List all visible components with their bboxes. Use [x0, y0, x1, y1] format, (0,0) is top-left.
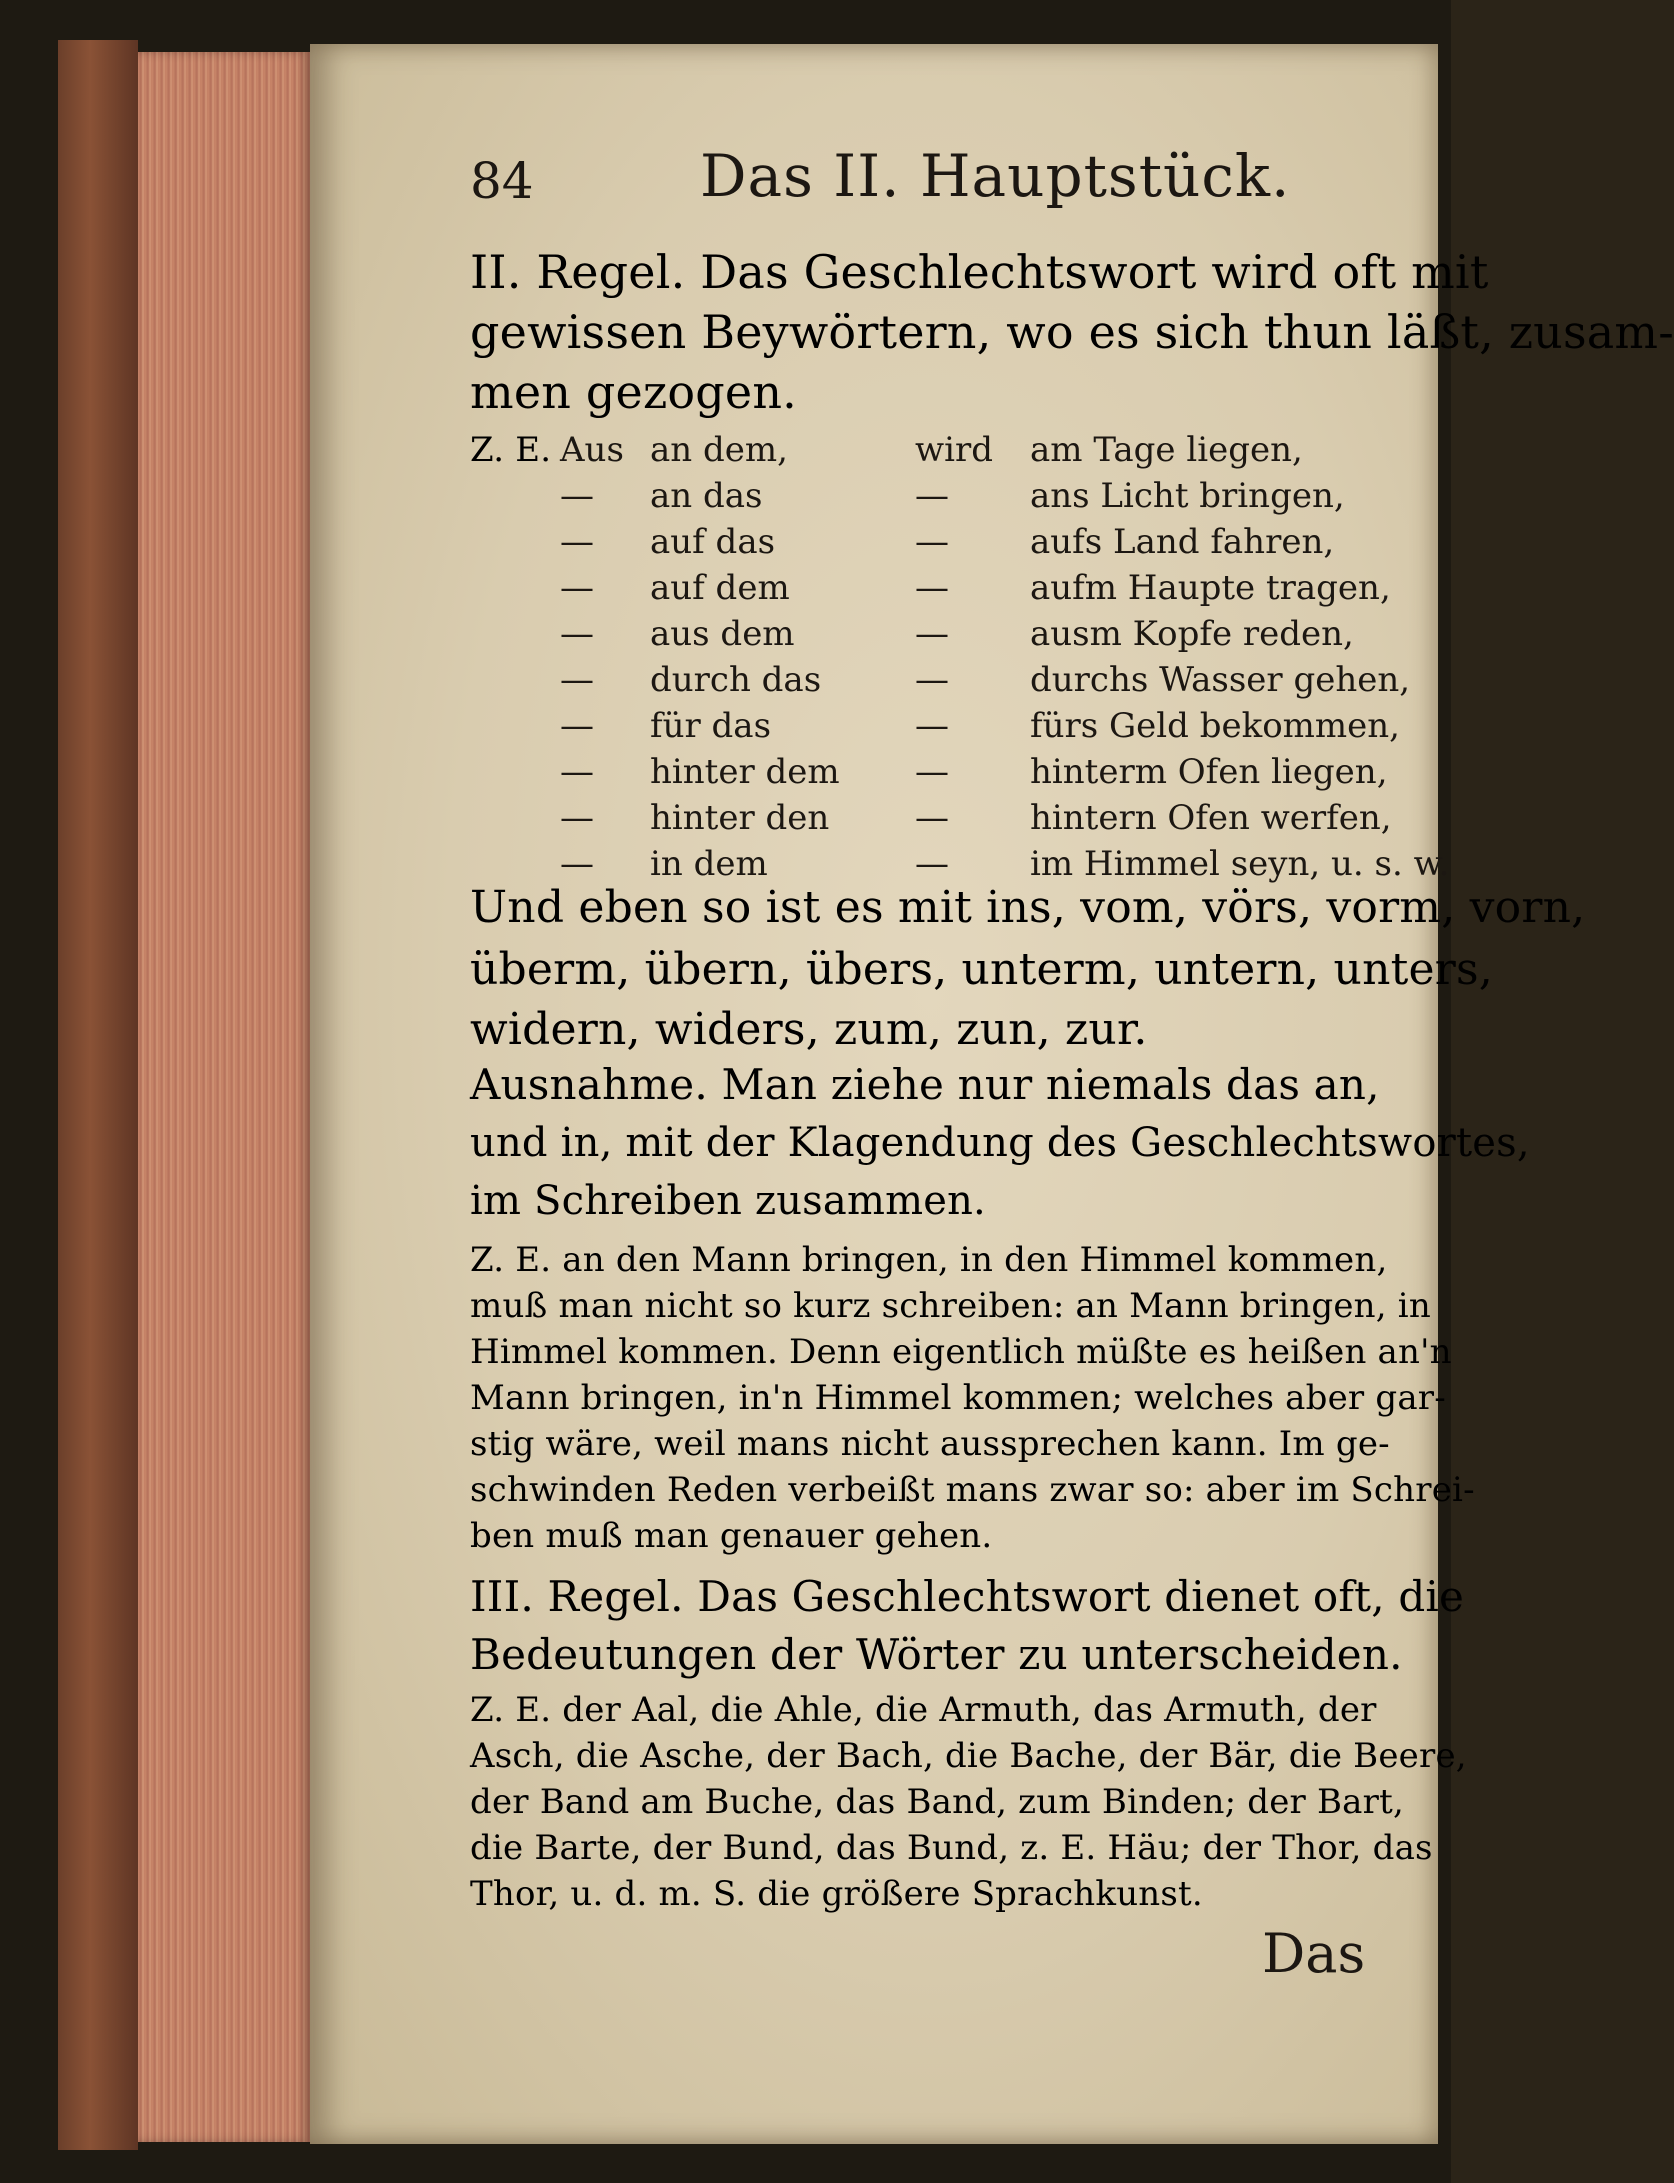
page-fore-edge [138, 52, 310, 2142]
rule3-line-1: III. Regel. Das Geschlechtswort dienet oft, die [470, 1572, 1465, 1621]
row-col4: ausm Kopfe reden, [1030, 614, 1354, 654]
rule2-line-3: men gezogen. [470, 365, 798, 419]
row-col3: — [915, 844, 949, 884]
row-col3: — [915, 522, 949, 562]
example3-line-5: Thor, u. d. m. S. die größere Sprachkunst. [470, 1874, 1203, 1914]
example2-line-3: Himmel kommen. Denn eigentlich müßte es heißen an'n [470, 1332, 1452, 1372]
row-col2: auf dem [650, 568, 790, 608]
example2-line-2: muß man nicht so kurz schreiben: an Mann bringen, in [470, 1286, 1431, 1326]
und-eben-line-2: überm, übern, übers, unterm, untern, unters, [470, 944, 1493, 995]
row-col4: aufm Haupte tragen, [1030, 568, 1391, 608]
row-col4: ans Licht bringen, [1030, 476, 1345, 516]
rule2-line-2: gewissen Beywörtern, wo es sich thun läßt, zusam- [470, 305, 1674, 359]
row-col1: — [560, 798, 594, 838]
book-cover-edge [58, 40, 138, 2150]
row-col4: fürs Geld bekommen, [1030, 706, 1400, 746]
example3-line-1: Z. E. der Aal, die Ahle, die Armuth, das Armuth, der [470, 1690, 1377, 1730]
ausnahme-line-3: im Schreiben zusammen. [470, 1178, 986, 1224]
example2-line-4: Mann bringen, in'n Himmel kommen; welches aber gar- [470, 1378, 1446, 1418]
example3-line-4: die Barte, der Bund, das Bund, z. E. Häu; der Thor, das [470, 1828, 1433, 1868]
example2-line-7: ben muß man genauer gehen. [470, 1516, 993, 1556]
row-col2: in dem [650, 844, 768, 884]
row-col2: für das [650, 706, 772, 746]
row-col2: aus dem [650, 614, 795, 654]
example3-line-2: Asch, die Asche, der Bach, die Bache, der Bär, die Beere, [470, 1736, 1467, 1776]
row-col4: hintern Ofen werfen, [1030, 798, 1392, 838]
row-col2: durch das [650, 660, 822, 700]
row-col4: im Himmel seyn, u. s. w. [1030, 844, 1450, 884]
catchword: Das [1262, 1922, 1366, 1985]
und-eben-line-1: Und eben so ist es mit ins, vom, vörs, vorm, vorn, [470, 882, 1586, 933]
row-col3: — [915, 568, 949, 608]
row-col3: — [915, 660, 949, 700]
example2-line-5: stig wäre, weil mans nicht aussprechen kann. Im ge- [470, 1424, 1390, 1464]
row-col3: wird [915, 430, 993, 470]
row-col1: — [560, 522, 594, 562]
row-col2: an das [650, 476, 763, 516]
row-col3: — [915, 798, 949, 838]
row-col1: — [560, 614, 594, 654]
row-col1: — [560, 706, 594, 746]
row-col1: — [560, 568, 594, 608]
example2-line-1: Z. E. an den Mann bringen, in den Himmel kommen, [470, 1240, 1388, 1280]
row-col3: — [915, 752, 949, 792]
row-col1: — [560, 752, 594, 792]
ausnahme-line-2: und in, mit der Klagendung des Geschlechtswortes, [470, 1120, 1530, 1166]
row-col3: — [915, 706, 949, 746]
row-col3: — [915, 476, 949, 516]
row-col4: durchs Wasser gehen, [1030, 660, 1411, 700]
row-col3: — [915, 614, 949, 654]
row-col2: auf das [650, 522, 776, 562]
page-number: 84 [470, 152, 534, 210]
und-eben-line-3: widern, widers, zum, zun, zur. [470, 1004, 1148, 1055]
row-col1: — [560, 476, 594, 516]
rule3-line-2: Bedeutungen der Wörter zu unterscheiden. [470, 1630, 1403, 1679]
row-col4: aufs Land fahren, [1030, 522, 1335, 562]
row-col2: an dem, [650, 430, 788, 470]
row-col1: — [560, 844, 594, 884]
ausnahme-line-1: Ausnahme. Man ziehe nur niemals das an, [470, 1060, 1380, 1109]
row-col2: hinter den [650, 798, 830, 838]
row-col4: hinterm Ofen liegen, [1030, 752, 1388, 792]
row-col4: am Tage liegen, [1030, 430, 1303, 470]
example3-line-3: der Band am Buche, das Band, zum Binden; der Bart, [470, 1782, 1404, 1822]
running-head: Das II. Hauptstück. [700, 142, 1291, 210]
row-col1: Aus [560, 430, 624, 470]
rule2-line-1: II. Regel. Das Geschlechtswort wird oft mit [470, 245, 1489, 299]
example2-line-6: schwinden Reden verbeißt mans zwar so: aber im Schrei- [470, 1470, 1475, 1510]
row-col2: hinter dem [650, 752, 840, 792]
examples-lead: Z. E. [470, 430, 552, 470]
row-col1: — [560, 660, 594, 700]
